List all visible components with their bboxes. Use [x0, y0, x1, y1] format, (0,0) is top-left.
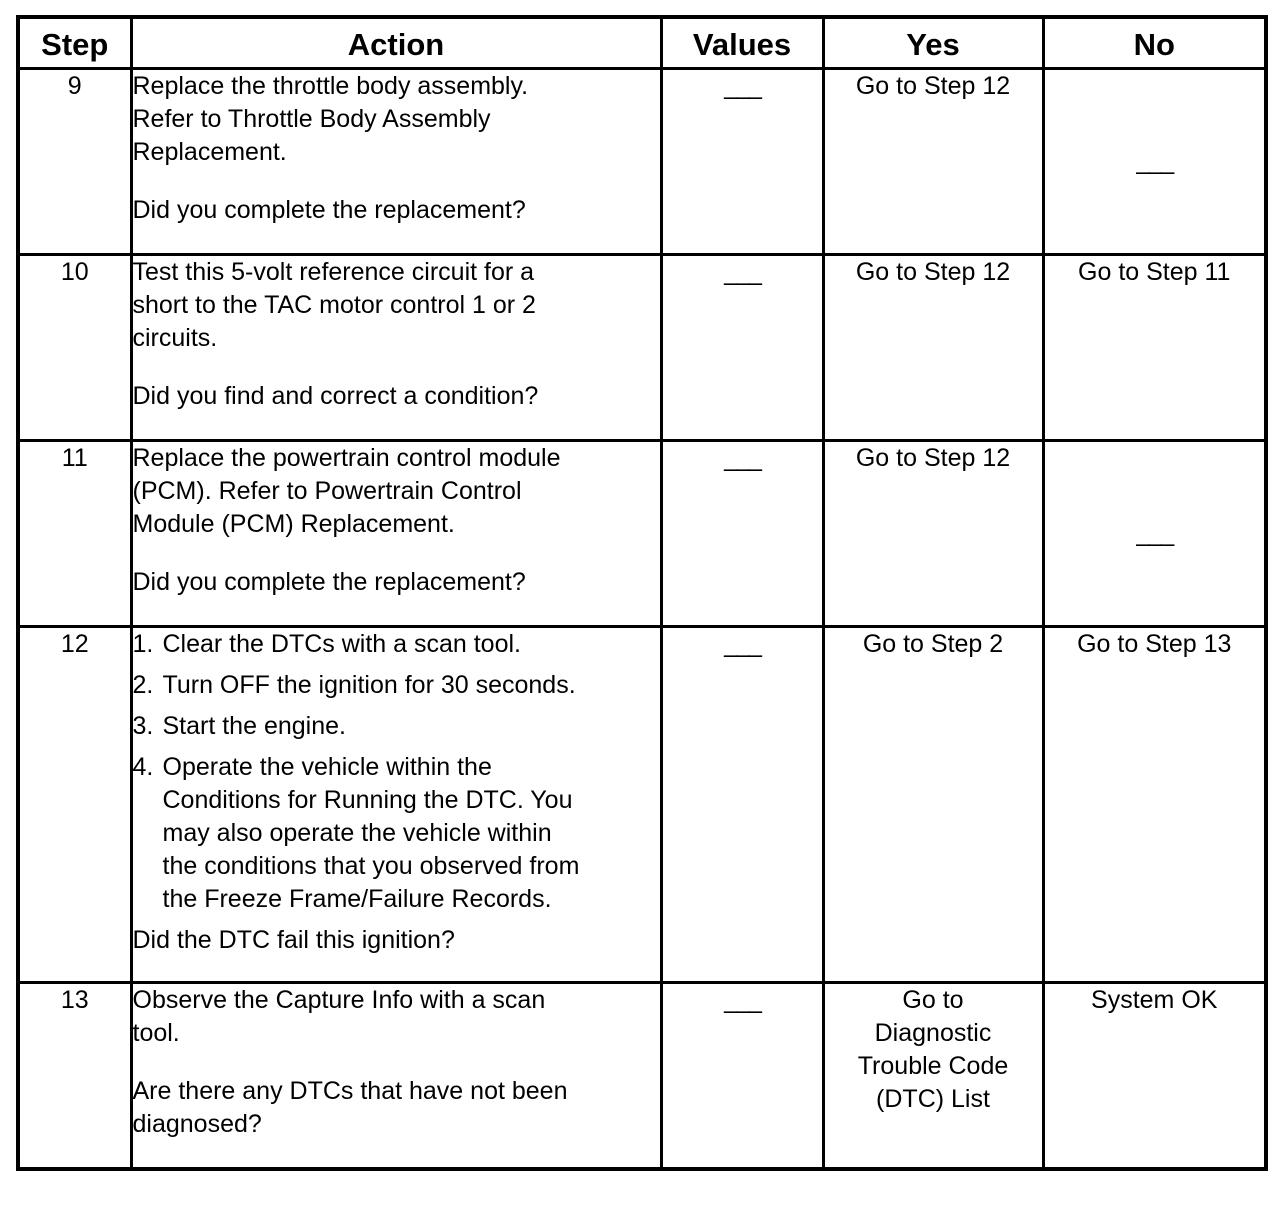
step-number: 10 — [18, 255, 131, 441]
table-row — [18, 69, 1266, 255]
numbered-list — [133, 628, 660, 916]
action-question: Did you complete the replacement? — [132, 568, 526, 596]
list-item: 4. Operate the vehicle within the Conditions for Running the DTC. You may also operate the vehicle within the conditions that you observed from the Freeze Frame/Failure Records. — [132, 753, 580, 913]
yes-cell: Go to Step 12 — [823, 255, 1043, 441]
values-cell: ___ — [661, 69, 823, 255]
action-cell — [131, 255, 661, 441]
no-cell: Go to Step 11 — [1043, 255, 1266, 441]
no-cell: ___ — [1043, 441, 1266, 627]
action-question: Did the DTC fail this ignition? — [132, 926, 455, 954]
no-cell: System OK — [1043, 983, 1266, 1169]
list-item: 1. Clear the DTCs with a scan tool. — [132, 630, 521, 658]
action-line: Replace the throttle body assembly. — [132, 72, 529, 100]
action-line: Replacement. — [132, 138, 287, 166]
values-cell: ___ — [661, 255, 823, 441]
table-row — [18, 627, 1266, 983]
action-line: Replace the powertrain control module — [132, 444, 561, 472]
yes-cell: Go to Step 12 — [823, 69, 1043, 255]
step-number: 9 — [18, 69, 131, 255]
header-no: No — [1043, 17, 1266, 69]
action-line: Observe the Capture Info with a scan — [132, 986, 546, 1014]
table-row — [18, 983, 1266, 1169]
yes-cell: Go to Step 2 — [823, 627, 1043, 983]
action-question: Are there any DTCs that have not been diagnosed? — [132, 1077, 568, 1138]
action-cell — [131, 69, 661, 255]
step-number: 13 — [18, 983, 131, 1169]
no-cell: Go to Step 13 — [1043, 627, 1266, 983]
action-cell — [131, 441, 661, 627]
table-row — [18, 441, 1266, 627]
action-cell — [131, 983, 661, 1169]
header-yes: Yes — [823, 17, 1043, 69]
header-values: Values — [661, 17, 823, 69]
diagnostic-table — [16, 15, 1268, 1171]
header-row — [18, 17, 1266, 69]
yes-cell: Go to Step 12 — [823, 441, 1043, 627]
action-line: Test this 5-volt reference circuit for a — [132, 258, 535, 286]
values-cell: ___ — [661, 441, 823, 627]
values-cell: ___ — [661, 983, 823, 1169]
action-line: Refer to Throttle Body Assembly — [132, 105, 491, 133]
list-item: 2. Turn OFF the ignition for 30 seconds. — [132, 671, 576, 699]
step-number: 12 — [18, 627, 131, 983]
values-cell: ___ — [661, 627, 823, 983]
no-cell: ___ — [1043, 69, 1266, 255]
action-line: tool. — [132, 1019, 180, 1047]
action-line: short to the TAC motor control 1 or 2 — [132, 291, 536, 319]
action-question: Did you complete the replacement? — [132, 196, 526, 224]
header-step: Step — [18, 17, 131, 69]
list-item: 3. Start the engine. — [132, 712, 346, 740]
action-line: circuits. — [132, 324, 218, 352]
yes-cell: Go to Diagnostic Trouble Code (DTC) List — [823, 983, 1043, 1169]
action-line: Module (PCM) Replacement. — [132, 510, 455, 538]
action-cell — [131, 627, 661, 983]
action-question: Did you find and correct a condition? — [132, 382, 539, 410]
header-action: Action — [131, 17, 661, 69]
step-number: 11 — [18, 441, 131, 627]
table-row — [18, 255, 1266, 441]
action-line: (PCM). Refer to Powertrain Control — [132, 477, 522, 505]
